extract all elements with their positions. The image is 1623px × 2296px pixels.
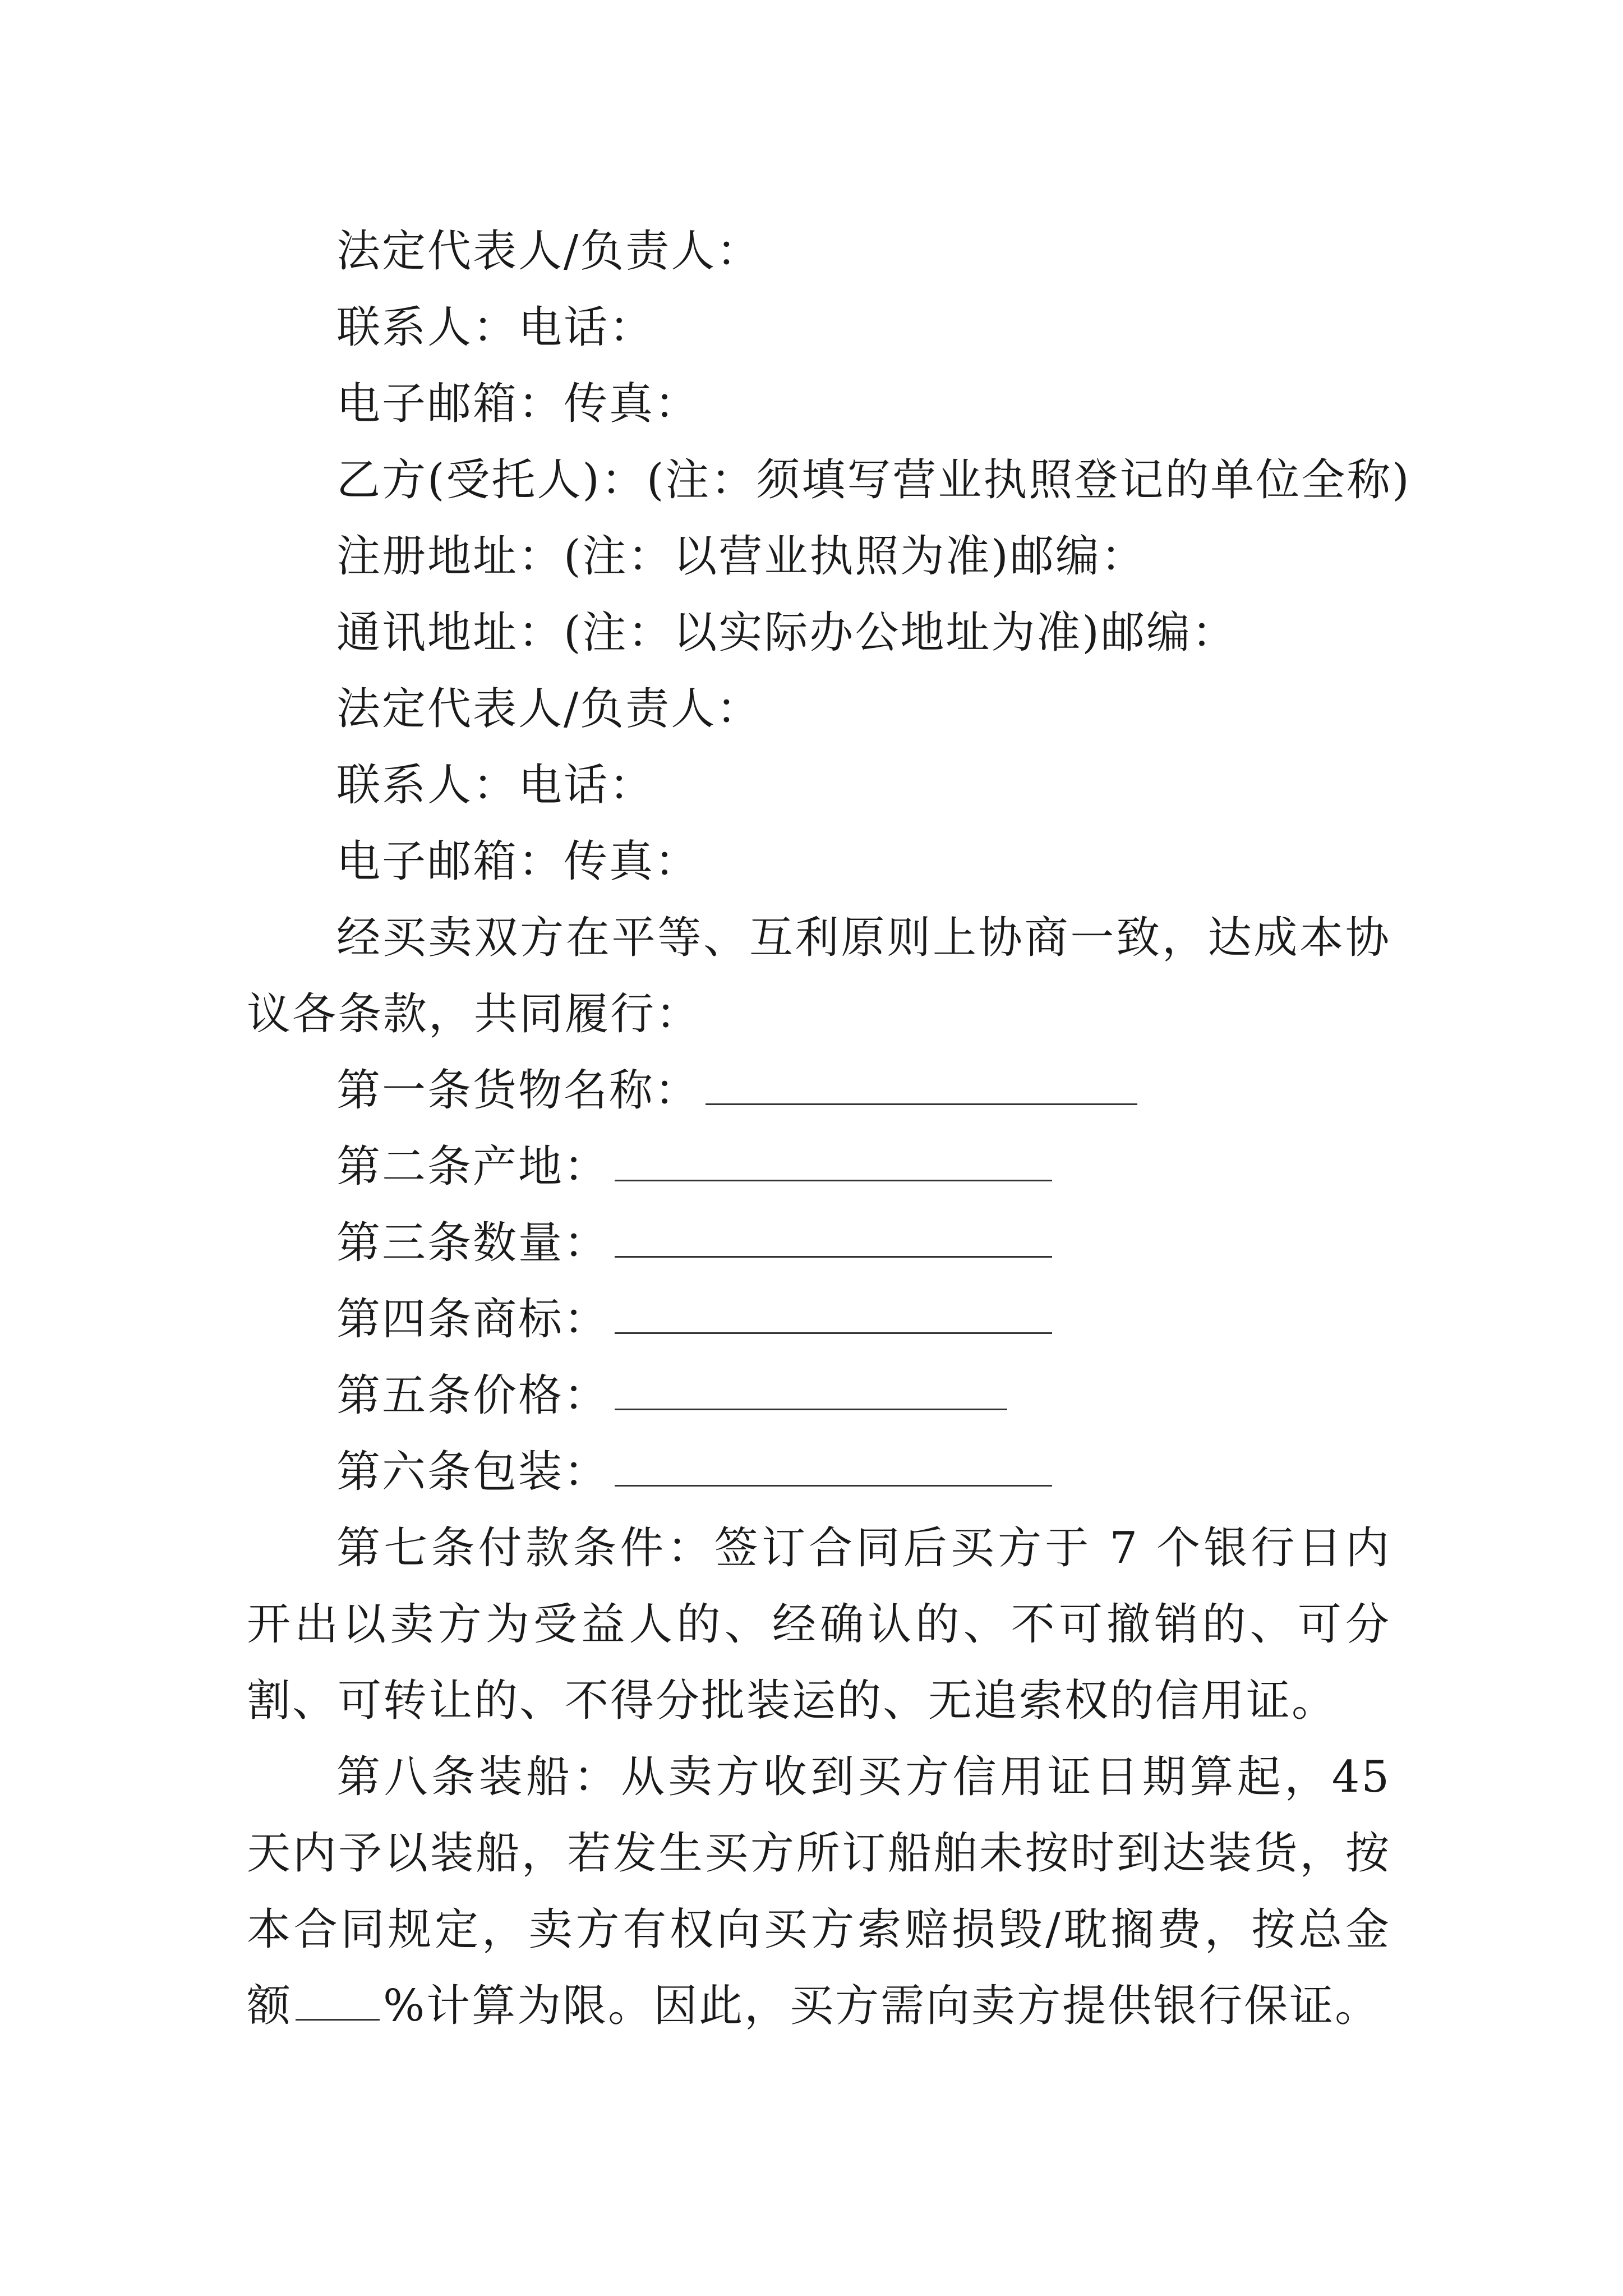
article-3-label: 第三条数量： [336,1218,610,1268]
article-4-blank [615,1293,1052,1334]
article-6-label: 第六条包装： [336,1447,610,1497]
article-8-paragraph [247,1739,1391,2044]
article-4-label: 第四条商标： [336,1294,610,1345]
article-1 [247,1052,1391,1129]
party-b-registered-address: 注册地址：(注：以营业执照为准)邮编： [336,531,1146,582]
article-8-text-before: 第八条装船：从卖方收到买方信用证日期算起，45 天内予以装船，若发生买方所订船舶未按时到达装货，按本合同规定，卖方有权向买方索赔损毁/耽搁费，按总金额 [247,1752,1391,2031]
article-8-text-after: %计算为限。因此，买方需向卖方提供银行保证。 [383,1981,1381,2031]
article-1-label: 第一条货物名称： [336,1065,700,1116]
party-b-name: 乙方(受托人)：(注：须填写营业执照登记的单位全称) [336,455,1411,505]
article-2 [247,1129,1391,1205]
party-a-contact: 联系人：电话： [336,302,655,353]
preamble-paragraph: 经买卖双方在平等、互利原则上协商一致，达成本协议各条款，共同履行： [247,913,1391,1039]
party-a-email-fax: 电子邮箱：传真： [336,379,700,429]
article-5-blank [615,1369,1007,1410]
article-2-label: 第二条产地： [336,1142,610,1192]
article-7-paragraph: 第七条付款条件：签订合同后买方于 7 个银行日内开出以卖方为受益人的、经确认的、不可撤销的、可分割、可转让的、不得分批装运的、无追索权的信用证。 [247,1523,1391,1726]
party-a-legal-representative: 法定代表人/负责人： [336,226,762,277]
article-5 [247,1358,1391,1434]
party-b-email-fax: 电子邮箱：传真： [336,836,700,887]
article-2-blank [615,1140,1052,1181]
party-b-legal-representative: 法定代表人/负责人： [336,684,762,734]
article-1-blank [706,1064,1137,1105]
party-b-contact: 联系人：电话： [336,760,655,811]
article-4 [247,1281,1391,1358]
article-3-blank [615,1217,1052,1258]
article-6-blank [615,1446,1052,1487]
document-body [247,213,1411,2044]
article-3 [247,1205,1391,1281]
article-5-label: 第五条价格： [336,1370,610,1421]
article-8-percent-blank [296,1980,380,2021]
article-6 [247,1434,1391,1510]
party-b-mailing-address: 通讯地址：(注：以实际办公地址为准)邮编： [336,608,1237,658]
